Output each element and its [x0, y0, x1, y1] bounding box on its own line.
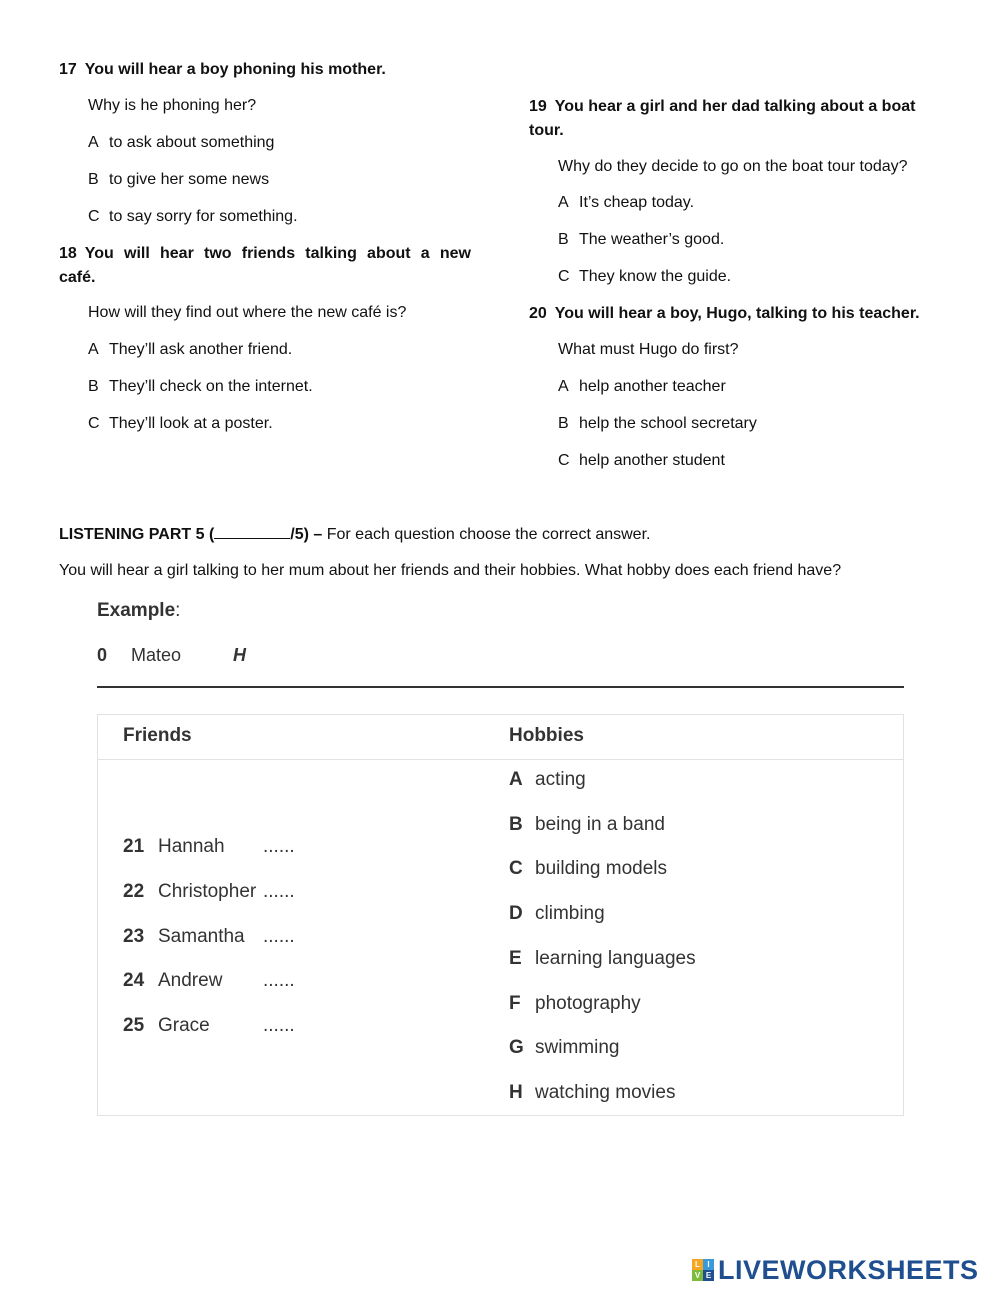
question-20-option-a[interactable] — [558, 376, 726, 398]
option-letter: C — [558, 452, 570, 469]
hobby-item — [509, 903, 605, 925]
logo-mark-l: L — [692, 1259, 703, 1270]
option-letter: B — [558, 415, 569, 432]
hobby-text: climbing — [535, 903, 605, 924]
example-label-text: Example — [97, 600, 176, 621]
question-20-heading — [529, 302, 920, 326]
hobby-letter: A — [509, 769, 523, 790]
friends-header: Friends — [123, 725, 192, 746]
question-17-heading — [59, 58, 386, 82]
option-letter: C — [558, 268, 570, 285]
option-letter: B — [558, 231, 569, 248]
option-letter: A — [88, 134, 99, 151]
friend-number: 21 — [123, 836, 145, 857]
question-heading-line1: You hear a girl and her dad talking about a boat — [554, 98, 916, 115]
hobby-letter: H — [509, 1082, 523, 1103]
example-answer: H — [233, 645, 246, 665]
hobby-text: learning languages — [535, 948, 696, 969]
option-letter: A — [558, 194, 569, 211]
question-17-option-b[interactable] — [88, 169, 269, 191]
friend-name: Grace — [158, 1015, 210, 1036]
question-19-option-a[interactable] — [558, 192, 694, 214]
part5-title-end: /5) – — [290, 526, 323, 543]
score-blank[interactable] — [214, 523, 290, 539]
friend-row — [123, 926, 295, 948]
option-text: It’s cheap today. — [579, 194, 695, 211]
friend-name: Christopher — [158, 881, 257, 902]
friend-name: Andrew — [158, 970, 223, 991]
part5-title-rest: For each question choose the correct answer. — [326, 526, 651, 543]
logo-mark-e: E — [703, 1270, 714, 1281]
hobby-item — [509, 814, 665, 836]
hobby-text: building models — [535, 858, 668, 879]
option-text: to say sorry for something. — [109, 208, 298, 225]
hobby-text: photography — [535, 993, 641, 1014]
hobby-text: watching movies — [535, 1082, 676, 1103]
hobby-text: being in a band — [535, 814, 665, 835]
logo-mark-v: V — [692, 1270, 703, 1281]
hobby-letter: G — [509, 1037, 524, 1058]
option-letter: A — [88, 341, 99, 358]
table-header-divider — [98, 759, 903, 760]
hobby-letter: F — [509, 993, 521, 1014]
friend-number: 23 — [123, 926, 145, 947]
example-name: Mateo — [131, 645, 182, 665]
option-text: The weather’s good. — [579, 231, 725, 248]
friend-number: 24 — [123, 970, 145, 991]
question-18-option-b[interactable] — [88, 376, 313, 398]
question-17-prompt: Why is he phoning her? — [88, 97, 257, 114]
option-letter: C — [88, 208, 100, 225]
liveworksheets-logo[interactable] — [692, 1255, 979, 1285]
question-19-prompt: Why do they decide to go on the boat tour today? — [558, 158, 908, 175]
logo-text: LIVEWORKSHEETS — [718, 1254, 979, 1285]
question-number: 20 — [529, 305, 547, 322]
hobby-letter: C — [509, 858, 523, 879]
question-20-prompt: What must Hugo do first? — [558, 341, 739, 358]
hobby-item — [509, 948, 696, 970]
question-heading-text: You will hear a boy, Hugo, talking to his teacher. — [554, 305, 920, 322]
hobby-item — [509, 769, 586, 791]
hobby-text: swimming — [535, 1037, 620, 1058]
hobby-item — [509, 858, 667, 880]
hobby-item — [509, 1082, 675, 1104]
option-text: They’ll look at a poster. — [109, 415, 273, 432]
question-number: 18 — [59, 245, 77, 262]
question-number: 19 — [529, 98, 547, 115]
question-17-option-a[interactable] — [88, 132, 274, 154]
answer-blank[interactable]: ...... — [263, 836, 295, 857]
part5-instruction: You will hear a girl talking to her mum about her friends and their hobbies. What hobby does each friend have? — [59, 562, 842, 579]
example-label-colon: : — [175, 600, 181, 621]
question-18-prompt: How will they find out where the new café is? — [88, 304, 407, 321]
question-heading-line2: café. — [59, 269, 96, 286]
hobby-letter: E — [509, 948, 522, 969]
option-text: They’ll check on the internet. — [109, 378, 313, 395]
example-number: 0 — [97, 645, 108, 665]
question-number: 17 — [59, 61, 77, 78]
answer-blank[interactable]: ...... — [263, 1015, 295, 1036]
question-20-option-b[interactable] — [558, 413, 757, 435]
hobby-letter: D — [509, 903, 523, 924]
question-20-option-c[interactable] — [558, 450, 725, 472]
part5-title-start: LISTENING PART 5 ( — [59, 526, 215, 543]
question-heading-text: You will hear a boy phoning his mother. — [84, 61, 386, 78]
hobbies-header: Hobbies — [509, 725, 584, 746]
question-18-option-c[interactable] — [88, 413, 273, 435]
hobby-item — [509, 993, 641, 1015]
friend-number: 22 — [123, 881, 145, 902]
hobby-text: acting — [535, 769, 586, 790]
logo-mark-icon — [692, 1259, 714, 1281]
example-label — [97, 600, 180, 622]
divider-line — [97, 686, 904, 688]
question-heading-line2: tour. — [529, 122, 564, 139]
friend-row — [123, 970, 295, 992]
answer-blank[interactable]: ...... — [263, 970, 295, 991]
answer-blank[interactable]: ...... — [263, 881, 295, 902]
friend-row — [123, 1015, 295, 1037]
option-letter: C — [88, 415, 100, 432]
friend-row — [123, 881, 295, 903]
option-text: They’ll ask another friend. — [109, 341, 293, 358]
option-text: help another student — [579, 452, 725, 469]
option-text: help the school secretary — [579, 415, 757, 432]
hobby-letter: B — [509, 814, 523, 835]
friend-name: Hannah — [158, 836, 225, 857]
option-letter: B — [88, 171, 99, 188]
friend-number: 25 — [123, 1015, 145, 1036]
question-19-option-c[interactable] — [558, 266, 731, 288]
option-text: They know the guide. — [579, 268, 732, 285]
question-19-option-b[interactable] — [558, 229, 724, 251]
question-19-heading — [529, 95, 941, 143]
question-heading-line1: You will hear two friends talking about a new — [84, 245, 471, 262]
option-text: to give her some news — [109, 171, 270, 188]
question-18-heading — [59, 242, 471, 290]
hobby-item — [509, 1037, 619, 1059]
question-18-option-a[interactable] — [88, 339, 292, 361]
option-text: to ask about something — [109, 134, 275, 151]
question-17-option-c[interactable] — [88, 206, 298, 228]
friend-row — [123, 836, 295, 858]
option-text: help another teacher — [579, 378, 726, 395]
option-letter: A — [558, 378, 569, 395]
option-letter: B — [88, 378, 99, 395]
friend-name: Samantha — [158, 926, 245, 947]
answer-blank[interactable]: ...... — [263, 926, 295, 947]
matching-table — [97, 714, 904, 1116]
part5-title — [59, 523, 650, 546]
logo-mark-i: I — [703, 1259, 714, 1270]
